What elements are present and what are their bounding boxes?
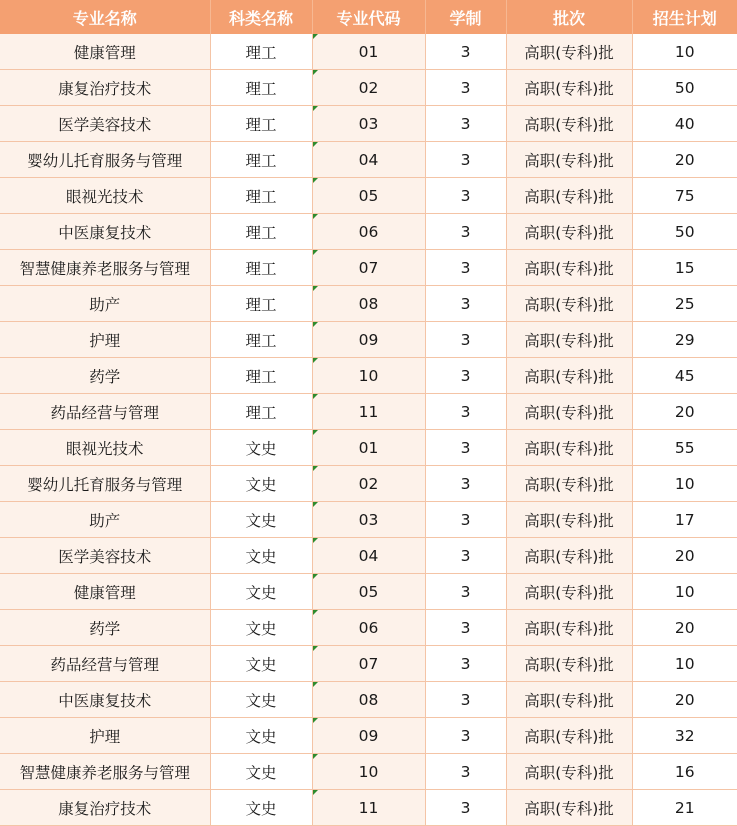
subject-category-cell: 文史 bbox=[210, 574, 312, 610]
table-row bbox=[0, 34, 737, 70]
enrollment-plan-cell: 29 bbox=[632, 322, 737, 358]
major-name-cell: 护理 bbox=[0, 322, 210, 358]
major-code-cell: 05 bbox=[312, 574, 425, 610]
enrollment-plan-cell: 20 bbox=[632, 610, 737, 646]
header-subject-category: 科类名称 bbox=[210, 0, 312, 34]
batch-cell: 高职(专科)批 bbox=[506, 394, 632, 430]
major-code-cell: 03 bbox=[312, 106, 425, 142]
table-row bbox=[0, 142, 737, 178]
table-row bbox=[0, 394, 737, 430]
major-name-cell: 药品经营与管理 bbox=[0, 394, 210, 430]
table-row bbox=[0, 430, 737, 466]
subject-category-cell: 理工 bbox=[210, 286, 312, 322]
table-row bbox=[0, 574, 737, 610]
enrollment-plan-cell: 32 bbox=[632, 718, 737, 754]
duration-cell: 3 bbox=[425, 214, 506, 250]
major-code-cell: 10 bbox=[312, 754, 425, 790]
duration-cell: 3 bbox=[425, 574, 506, 610]
enrollment-plan-cell: 17 bbox=[632, 502, 737, 538]
enrollment-plan-cell: 20 bbox=[632, 538, 737, 574]
batch-cell: 高职(专科)批 bbox=[506, 610, 632, 646]
enrollment-plan-cell: 10 bbox=[632, 574, 737, 610]
batch-cell: 高职(专科)批 bbox=[506, 34, 632, 70]
duration-cell: 3 bbox=[425, 682, 506, 718]
table-row bbox=[0, 70, 737, 106]
batch-cell: 高职(专科)批 bbox=[506, 538, 632, 574]
duration-cell: 3 bbox=[425, 142, 506, 178]
table-row bbox=[0, 250, 737, 286]
table-body bbox=[0, 34, 737, 826]
major-code-cell: 03 bbox=[312, 502, 425, 538]
major-name-cell: 助产 bbox=[0, 502, 210, 538]
major-name-cell: 医学美容技术 bbox=[0, 538, 210, 574]
subject-category-cell: 文史 bbox=[210, 430, 312, 466]
batch-cell: 高职(专科)批 bbox=[506, 574, 632, 610]
major-code-cell: 08 bbox=[312, 286, 425, 322]
enrollment-plan-cell: 55 bbox=[632, 430, 737, 466]
major-code-cell: 11 bbox=[312, 394, 425, 430]
duration-cell: 3 bbox=[425, 430, 506, 466]
enrollment-plan-cell: 15 bbox=[632, 250, 737, 286]
major-name-cell: 药学 bbox=[0, 358, 210, 394]
header-duration: 学制 bbox=[425, 0, 506, 34]
enrollment-plan-cell: 25 bbox=[632, 286, 737, 322]
batch-cell: 高职(专科)批 bbox=[506, 286, 632, 322]
duration-cell: 3 bbox=[425, 610, 506, 646]
major-code-cell: 07 bbox=[312, 250, 425, 286]
table-row bbox=[0, 610, 737, 646]
major-name-cell: 中医康复技术 bbox=[0, 214, 210, 250]
major-code-cell: 08 bbox=[312, 682, 425, 718]
major-name-cell: 健康管理 bbox=[0, 34, 210, 70]
subject-category-cell: 文史 bbox=[210, 646, 312, 682]
header-row bbox=[0, 0, 737, 34]
batch-cell: 高职(专科)批 bbox=[506, 682, 632, 718]
major-name-cell: 健康管理 bbox=[0, 574, 210, 610]
enrollment-plan-cell: 10 bbox=[632, 646, 737, 682]
batch-cell: 高职(专科)批 bbox=[506, 214, 632, 250]
major-code-cell: 10 bbox=[312, 358, 425, 394]
enrollment-plan-cell: 21 bbox=[632, 790, 737, 826]
major-name-cell: 眼视光技术 bbox=[0, 178, 210, 214]
batch-cell: 高职(专科)批 bbox=[506, 178, 632, 214]
major-name-cell: 药学 bbox=[0, 610, 210, 646]
subject-category-cell: 理工 bbox=[210, 358, 312, 394]
batch-cell: 高职(专科)批 bbox=[506, 754, 632, 790]
table-row bbox=[0, 106, 737, 142]
major-name-cell: 眼视光技术 bbox=[0, 430, 210, 466]
major-name-cell: 医学美容技术 bbox=[0, 106, 210, 142]
table-header bbox=[0, 0, 737, 34]
subject-category-cell: 理工 bbox=[210, 178, 312, 214]
table-row bbox=[0, 502, 737, 538]
duration-cell: 3 bbox=[425, 358, 506, 394]
major-code-cell: 05 bbox=[312, 178, 425, 214]
table-row bbox=[0, 286, 737, 322]
major-code-cell: 06 bbox=[312, 214, 425, 250]
subject-category-cell: 理工 bbox=[210, 250, 312, 286]
major-code-cell: 04 bbox=[312, 142, 425, 178]
header-major-code: 专业代码 bbox=[312, 0, 425, 34]
duration-cell: 3 bbox=[425, 718, 506, 754]
subject-category-cell: 文史 bbox=[210, 790, 312, 826]
table-row bbox=[0, 718, 737, 754]
duration-cell: 3 bbox=[425, 178, 506, 214]
header-major-name: 专业名称 bbox=[0, 0, 210, 34]
table-row bbox=[0, 322, 737, 358]
major-code-cell: 01 bbox=[312, 430, 425, 466]
table-row bbox=[0, 790, 737, 826]
duration-cell: 3 bbox=[425, 106, 506, 142]
duration-cell: 3 bbox=[425, 754, 506, 790]
major-code-cell: 02 bbox=[312, 466, 425, 502]
major-code-cell: 07 bbox=[312, 646, 425, 682]
table-row bbox=[0, 178, 737, 214]
major-name-cell: 智慧健康养老服务与管理 bbox=[0, 754, 210, 790]
major-name-cell: 护理 bbox=[0, 718, 210, 754]
subject-category-cell: 文史 bbox=[210, 466, 312, 502]
enrollment-plan-cell: 10 bbox=[632, 34, 737, 70]
enrollment-plan-cell: 20 bbox=[632, 394, 737, 430]
duration-cell: 3 bbox=[425, 538, 506, 574]
batch-cell: 高职(专科)批 bbox=[506, 106, 632, 142]
enrollment-plan-cell: 50 bbox=[632, 70, 737, 106]
enrollment-plan-cell: 16 bbox=[632, 754, 737, 790]
batch-cell: 高职(专科)批 bbox=[506, 466, 632, 502]
duration-cell: 3 bbox=[425, 466, 506, 502]
subject-category-cell: 文史 bbox=[210, 682, 312, 718]
major-code-cell: 04 bbox=[312, 538, 425, 574]
duration-cell: 3 bbox=[425, 286, 506, 322]
table-row bbox=[0, 754, 737, 790]
duration-cell: 3 bbox=[425, 502, 506, 538]
subject-category-cell: 理工 bbox=[210, 394, 312, 430]
subject-category-cell: 文史 bbox=[210, 754, 312, 790]
major-name-cell: 药品经营与管理 bbox=[0, 646, 210, 682]
header-enrollment-plan: 招生计划 bbox=[632, 0, 737, 34]
enrollment-plan-cell: 45 bbox=[632, 358, 737, 394]
table-row bbox=[0, 646, 737, 682]
major-name-cell: 中医康复技术 bbox=[0, 682, 210, 718]
subject-category-cell: 文史 bbox=[210, 610, 312, 646]
batch-cell: 高职(专科)批 bbox=[506, 718, 632, 754]
enrollment-plan-cell: 40 bbox=[632, 106, 737, 142]
major-code-cell: 09 bbox=[312, 718, 425, 754]
duration-cell: 3 bbox=[425, 646, 506, 682]
header-batch: 批次 bbox=[506, 0, 632, 34]
enrollment-plan-cell: 75 bbox=[632, 178, 737, 214]
major-name-cell: 康复治疗技术 bbox=[0, 790, 210, 826]
major-name-cell: 智慧健康养老服务与管理 bbox=[0, 250, 210, 286]
duration-cell: 3 bbox=[425, 790, 506, 826]
major-code-cell: 09 bbox=[312, 322, 425, 358]
major-code-cell: 01 bbox=[312, 34, 425, 70]
major-name-cell: 助产 bbox=[0, 286, 210, 322]
major-code-cell: 11 bbox=[312, 790, 425, 826]
duration-cell: 3 bbox=[425, 394, 506, 430]
enrollment-plan-cell: 20 bbox=[632, 142, 737, 178]
table-row bbox=[0, 358, 737, 394]
major-code-cell: 02 bbox=[312, 70, 425, 106]
batch-cell: 高职(专科)批 bbox=[506, 790, 632, 826]
subject-category-cell: 理工 bbox=[210, 142, 312, 178]
enrollment-plan-cell: 10 bbox=[632, 466, 737, 502]
subject-category-cell: 文史 bbox=[210, 502, 312, 538]
duration-cell: 3 bbox=[425, 70, 506, 106]
subject-category-cell: 文史 bbox=[210, 538, 312, 574]
subject-category-cell: 文史 bbox=[210, 718, 312, 754]
duration-cell: 3 bbox=[425, 250, 506, 286]
table-row bbox=[0, 682, 737, 718]
table-row bbox=[0, 214, 737, 250]
table-row bbox=[0, 538, 737, 574]
batch-cell: 高职(专科)批 bbox=[506, 322, 632, 358]
enrollment-plan-cell: 50 bbox=[632, 214, 737, 250]
enrollment-plan-cell: 20 bbox=[632, 682, 737, 718]
major-name-cell: 婴幼儿托育服务与管理 bbox=[0, 466, 210, 502]
major-code-cell: 06 bbox=[312, 610, 425, 646]
major-name-cell: 康复治疗技术 bbox=[0, 70, 210, 106]
batch-cell: 高职(专科)批 bbox=[506, 430, 632, 466]
table-row bbox=[0, 466, 737, 502]
batch-cell: 高职(专科)批 bbox=[506, 142, 632, 178]
batch-cell: 高职(专科)批 bbox=[506, 250, 632, 286]
major-name-cell: 婴幼儿托育服务与管理 bbox=[0, 142, 210, 178]
duration-cell: 3 bbox=[425, 322, 506, 358]
subject-category-cell: 理工 bbox=[210, 322, 312, 358]
batch-cell: 高职(专科)批 bbox=[506, 70, 632, 106]
batch-cell: 高职(专科)批 bbox=[506, 358, 632, 394]
duration-cell: 3 bbox=[425, 34, 506, 70]
subject-category-cell: 理工 bbox=[210, 34, 312, 70]
subject-category-cell: 理工 bbox=[210, 214, 312, 250]
batch-cell: 高职(专科)批 bbox=[506, 646, 632, 682]
subject-category-cell: 理工 bbox=[210, 106, 312, 142]
subject-category-cell: 理工 bbox=[210, 70, 312, 106]
batch-cell: 高职(专科)批 bbox=[506, 502, 632, 538]
